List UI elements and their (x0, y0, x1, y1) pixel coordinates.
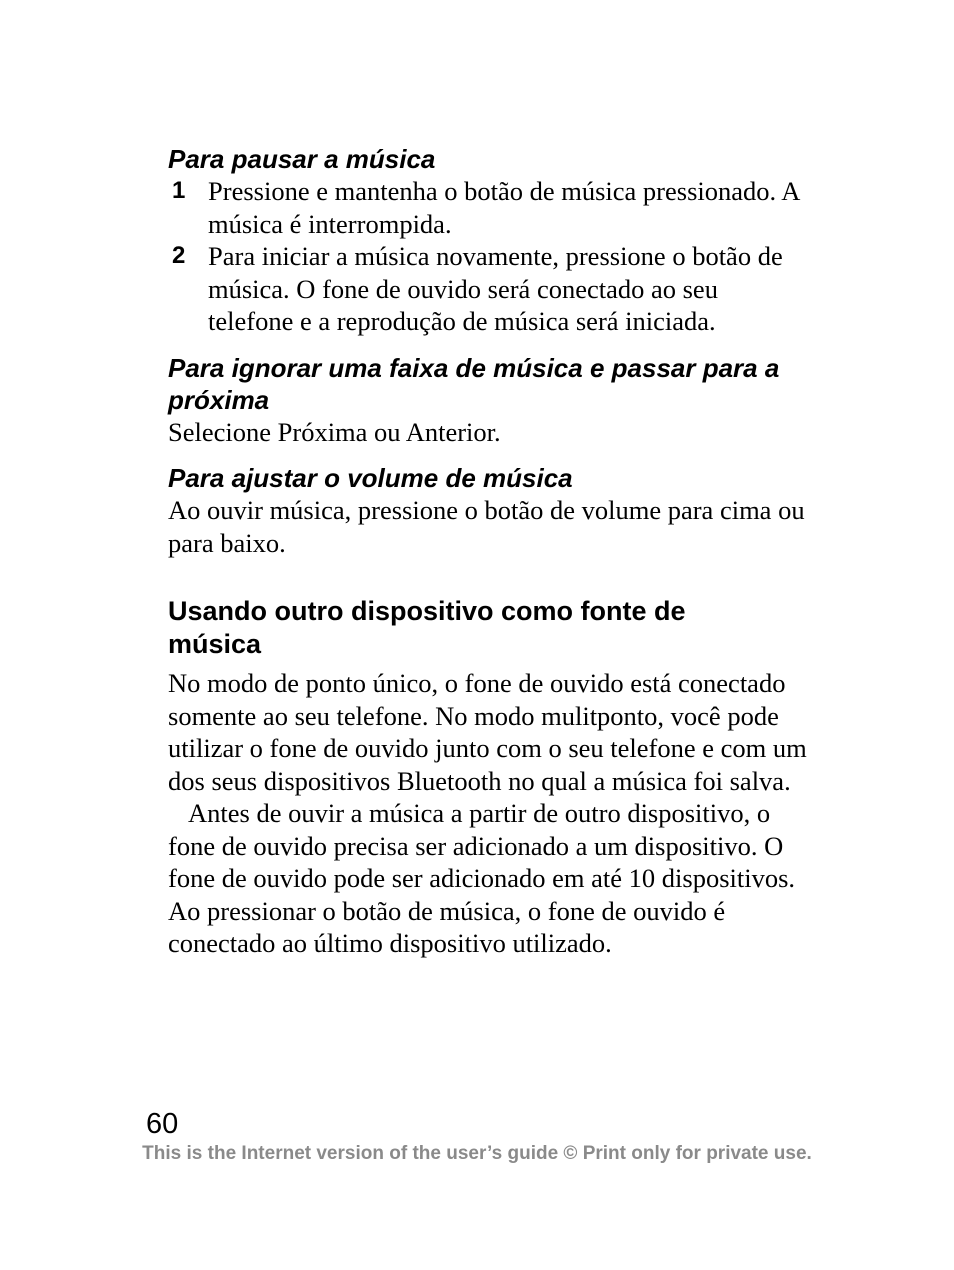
page-number: 60 (146, 1108, 179, 1140)
skip-track-heading: Para ignorar uma faixa de música e passar para a próxima (168, 352, 780, 415)
step-item (168, 240, 808, 338)
page-content (168, 143, 808, 960)
step-text: Pressione e mantenha o botão de música pressionado. A música é interrompida. (208, 176, 799, 239)
volume-text: Ao ouvir música, pressione o botão de volume para cima ou para baixo. (168, 495, 805, 558)
step-item (168, 175, 808, 240)
volume-heading: Para ajustar o volume de música (168, 463, 573, 493)
step-number: 1 (172, 177, 186, 204)
other-device-heading: Usando outro dispositivo como fonte de música (168, 596, 686, 659)
step-number: 2 (172, 242, 186, 269)
footer-notice: This is the Internet version of the user’s guide © Print only for private use. (142, 1143, 812, 1164)
other-device-paragraph-2: Antes de ouvir a música a partir de outro dispositivo, o fone de ouvido precisa ser adicionado a um dispositivo. O fone de ouvido pode ser adicionado em até 10 dispositivos. Ao pressionar o botão de música, o fone de ouvido é conectado ao último dispositivo utilizado. (168, 798, 796, 958)
pause-music-steps (168, 175, 808, 338)
pause-music-heading: Para pausar a música (168, 144, 436, 174)
other-device-paragraph-1: No modo de ponto único, o fone de ouvido está conectado somente ao seu telefone. No modo mulitponto, você pode utilizar o fone de ouvido junto com o seu telefone e com um dos seus dispositivos Bluetooth no qual a música foi salva. (168, 668, 807, 796)
step-text: Para iniciar a música novamente, pressione o botão de música. O fone de ouvido será conectado ao seu telefone e a reprodução de música será iniciada. (208, 241, 783, 336)
skip-track-text: Selecione Próxima ou Anterior. (168, 416, 501, 447)
